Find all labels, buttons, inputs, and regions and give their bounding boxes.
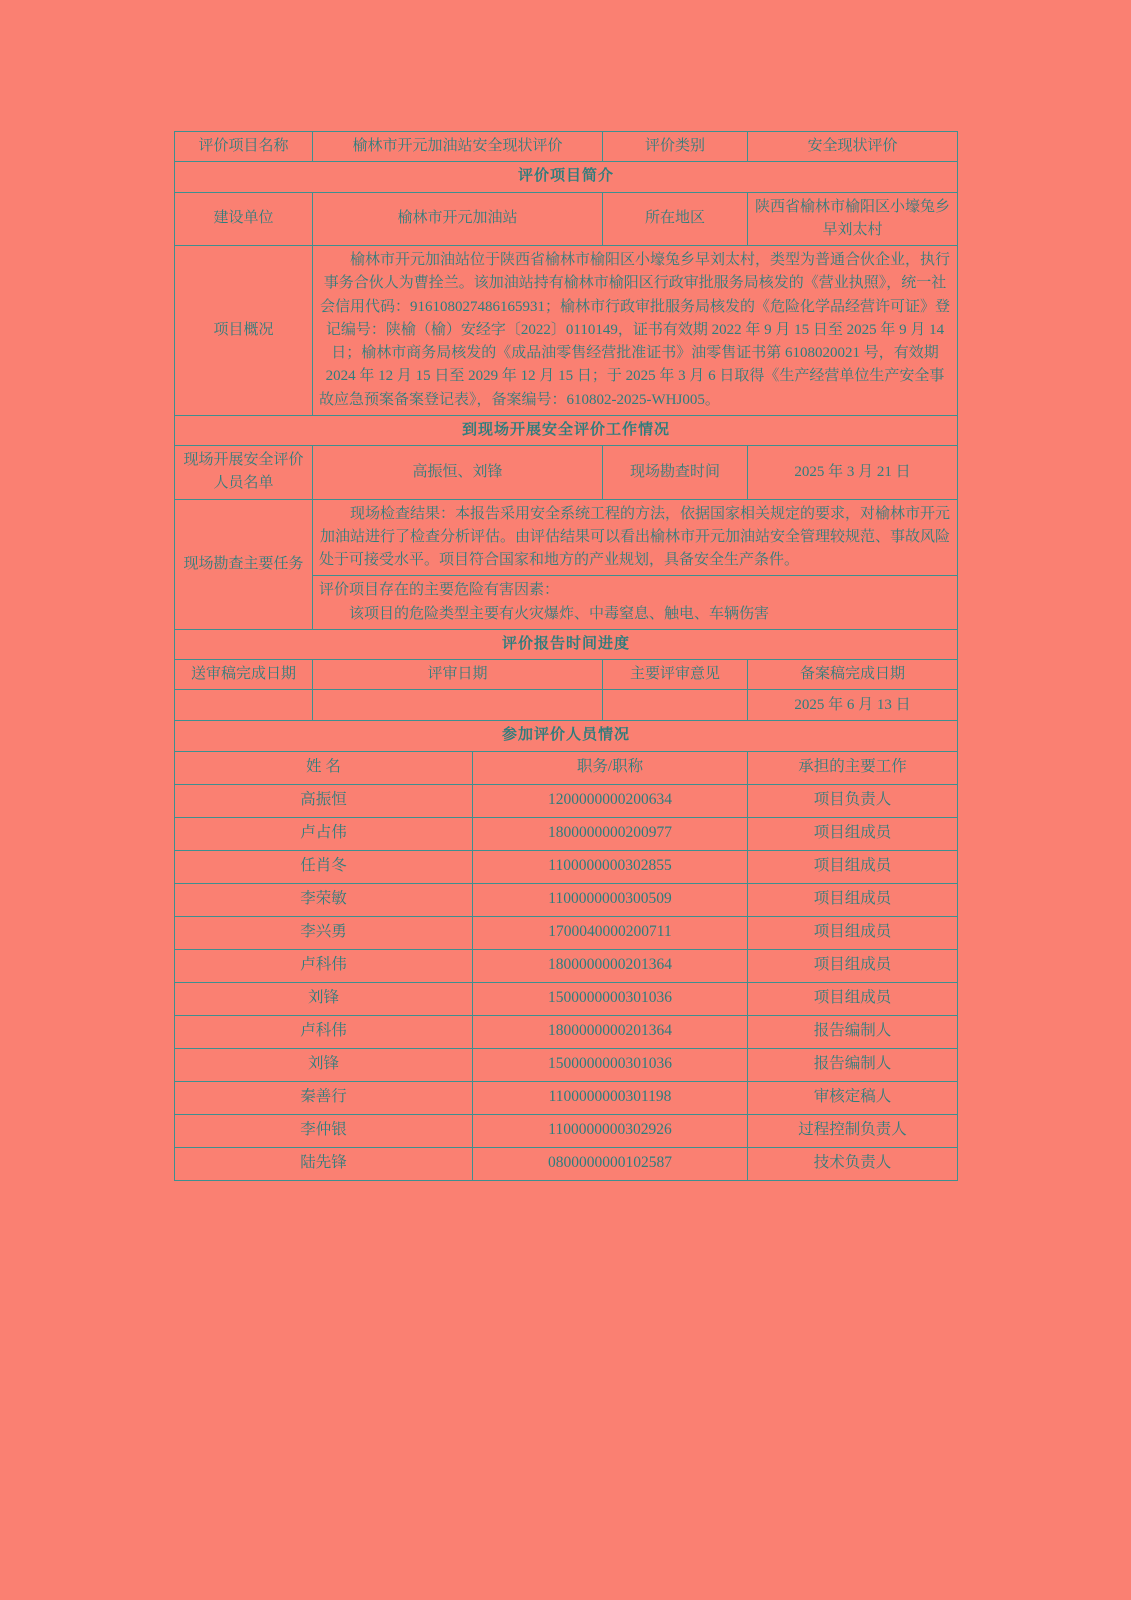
- participant-work: 项目组成员: [748, 850, 958, 883]
- survey-date-value: 2025 年 3 月 21 日: [748, 446, 958, 500]
- category-value: 安全现状评价: [748, 132, 958, 162]
- evaluation-summary-table: [174, 131, 958, 1181]
- participant-title: 1800000000201364: [473, 1015, 748, 1048]
- table-row: [175, 1048, 958, 1081]
- participant-name: 秦善行: [175, 1081, 473, 1114]
- table-row: [175, 1081, 958, 1114]
- table-row: [175, 192, 958, 246]
- participant-work: 项目组成员: [748, 916, 958, 949]
- table-row: [175, 690, 958, 721]
- schedule-opinion-header: 主要评审意见: [603, 660, 748, 690]
- participant-name: 刘锋: [175, 982, 473, 1015]
- task-label: 现场勘查主要任务: [175, 499, 313, 629]
- schedule-review-value: [313, 690, 603, 721]
- category-label: 评价类别: [603, 132, 748, 162]
- participant-work: 报告编制人: [748, 1015, 958, 1048]
- unit-label: 建设单位: [175, 192, 313, 246]
- task-hazard-block: [313, 576, 958, 630]
- task-result-text: 现场检查结果：本报告采用安全系统工程的方法，依据国家相关规定的要求，对榆林市开元加油站进行了检查分析评估。由评估结果可以看出榆林市开元加油站安全管理较规范、事故风险处于可接受水平。项目符合国家和地方的产业规划，具备安全生产条件。: [313, 499, 958, 576]
- region-label: 所在地区: [603, 192, 748, 246]
- table-row: [175, 446, 958, 500]
- section-header-onsite: 到现场开展安全评价工作情况: [175, 415, 958, 445]
- participant-title: 1500000000301036: [473, 1048, 748, 1081]
- table-row: [175, 817, 958, 850]
- staff-value: 高振恒、刘锋: [313, 446, 603, 500]
- section-header-brief: 评价项目简介: [175, 162, 958, 192]
- participant-name: 刘锋: [175, 1048, 473, 1081]
- table-row: [175, 916, 958, 949]
- schedule-record-header: 备案稿完成日期: [748, 660, 958, 690]
- table-row: [175, 1114, 958, 1147]
- participant-title: 1200000000200634: [473, 784, 748, 817]
- schedule-record-value: 2025 年 6 月 13 日: [748, 690, 958, 721]
- project-name-value: 榆林市开元加油站安全现状评价: [313, 132, 603, 162]
- participant-work: 审核定稿人: [748, 1081, 958, 1114]
- participant-title: 1800000000201364: [473, 949, 748, 982]
- participant-name-header: 姓 名: [175, 751, 473, 784]
- participant-name: 陆先锋: [175, 1147, 473, 1180]
- table-row: [175, 246, 958, 416]
- table-row: [175, 499, 958, 576]
- participant-title: 1100000000302855: [473, 850, 748, 883]
- participant-name: 高振恒: [175, 784, 473, 817]
- participant-title: 1700040000200711: [473, 916, 748, 949]
- table-row: [175, 784, 958, 817]
- table-row: [175, 721, 958, 751]
- participant-title: 1100000000302926: [473, 1114, 748, 1147]
- region-value: 陕西省榆林市榆阳区小壕兔乡早刘太村: [748, 192, 958, 246]
- table-row: [175, 415, 958, 445]
- section-header-schedule: 评价报告时间进度: [175, 629, 958, 659]
- schedule-opinion-value: [603, 690, 748, 721]
- hazard-types: 该项目的危险类型主要有火灾爆炸、中毒窒息、触电、车辆伤害: [349, 605, 770, 622]
- participant-title-header: 职务/职称: [473, 751, 748, 784]
- participant-work: 项目组成员: [748, 949, 958, 982]
- schedule-submit-header: 送审稿完成日期: [175, 660, 313, 690]
- participant-work: 项目组成员: [748, 817, 958, 850]
- participant-name: 李荣敏: [175, 883, 473, 916]
- participant-name: 卢科伟: [175, 1015, 473, 1048]
- participant-title: 1500000000301036: [473, 982, 748, 1015]
- section-header-participants: 参加评价人员情况: [175, 721, 958, 751]
- participant-title: 1100000000301198: [473, 1081, 748, 1114]
- table-row: [175, 751, 958, 784]
- overview-text: 榆林市开元加油站位于陕西省榆林市榆阳区小壕兔乡早刘太村，类型为普通合伙企业，执行事务合伙人为曹拴兰。该加油站持有榆林市榆阳区行政审批服务局核发的《营业执照》，统一社会信用代码：916108027486165931；榆林市行政审批服务局核发的《危险化学品经营许可证》登记编号：陕榆（榆）安经字〔2022〕0110149，证书有效期 2022 年 9 月 15 日至 2025 年 9 月 14 日；榆林市商务局核发的《成品油零售经营批准证书》油零售证书第 6108020021 号，有效期 2024 年 12 月 15 日至 2029 年 12 月 15 日；于 2025 年 3 月 6 日取得《生产经营单位生产安全事故应急预案备案登记表》，备案编号：610802-2025-WHJ005。: [313, 246, 958, 416]
- table-row: [175, 132, 958, 162]
- table-row: [175, 629, 958, 659]
- unit-value: 榆林市开元加油站: [313, 192, 603, 246]
- table-row: [175, 162, 958, 192]
- participant-work: 项目负责人: [748, 784, 958, 817]
- table-row: [175, 883, 958, 916]
- survey-date-label: 现场勘查时间: [603, 446, 748, 500]
- participant-title: 1100000000300509: [473, 883, 748, 916]
- participant-name: 任肖冬: [175, 850, 473, 883]
- participant-work: 项目组成员: [748, 982, 958, 1015]
- table-row: [175, 660, 958, 690]
- participant-work-header: 承担的主要工作: [748, 751, 958, 784]
- table-row: [175, 850, 958, 883]
- hazard-title: 评价项目存在的主要危险有害因素：: [319, 582, 560, 599]
- participant-title: 0800000000102587: [473, 1147, 748, 1180]
- participant-name: 卢占伟: [175, 817, 473, 850]
- participant-work: 过程控制负责人: [748, 1114, 958, 1147]
- participant-title: 1800000000200977: [473, 817, 748, 850]
- participant-work: 技术负责人: [748, 1147, 958, 1180]
- table-row: [175, 1015, 958, 1048]
- project-name-label: 评价项目名称: [175, 132, 313, 162]
- table-row: [175, 1147, 958, 1180]
- participant-name: 卢科伟: [175, 949, 473, 982]
- participant-name: 李兴勇: [175, 916, 473, 949]
- participant-work: 项目组成员: [748, 883, 958, 916]
- staff-label: 现场开展安全评价人员名单: [175, 446, 313, 500]
- table-row: [175, 949, 958, 982]
- participant-work: 报告编制人: [748, 1048, 958, 1081]
- overview-label: 项目概况: [175, 246, 313, 416]
- participant-name: 李仲银: [175, 1114, 473, 1147]
- schedule-submit-value: [175, 690, 313, 721]
- table-row: [175, 982, 958, 1015]
- schedule-review-header: 评审日期: [313, 660, 603, 690]
